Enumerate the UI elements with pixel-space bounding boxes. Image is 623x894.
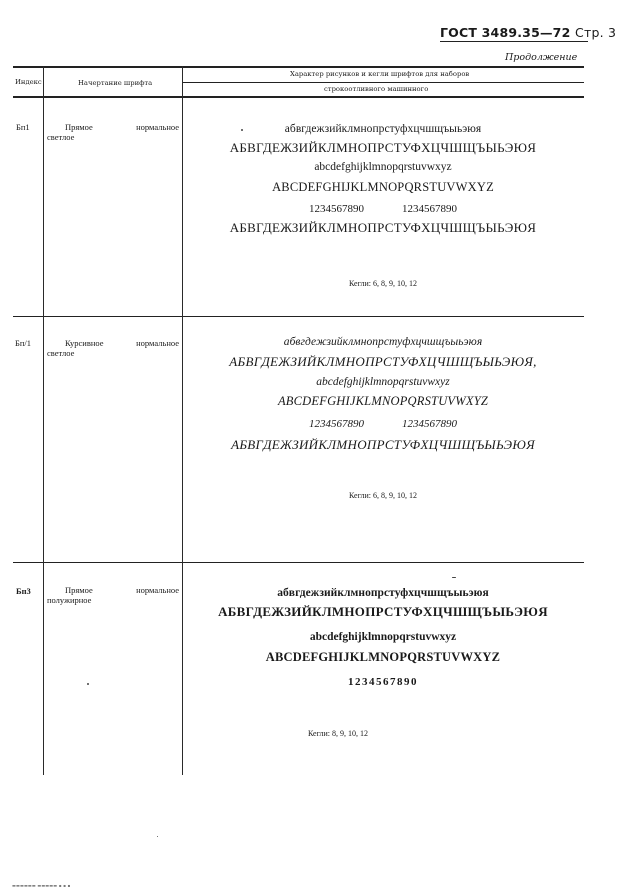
sample-cyrillic-uppercase-alt: АБВГДЕЖЗИЙКЛМНОПРСТУФХЦЧШЩЪЫЬЭЮЯ [231,437,535,452]
digits-lining: 1234567890 [348,676,418,688]
scan-speck [157,836,158,837]
sample-cyrillic-lowercase: абвгдежзийклмнопрстуфхцчшщъыьэюя [284,123,482,135]
sample-cyrillic-uppercase: АБВГДЕЖЗИЙКЛМНОПРСТУФХЦЧШЩЪЫЬЭЮЯ [229,140,537,155]
row-index: Бп1 [16,122,30,132]
row-divider-1 [13,316,584,317]
sample-latin-lowercase: abcdefghijklmnopqrstuvwxyz [309,631,457,643]
header-index: Индекс [15,78,42,86]
header-character-bottom: строкоотливного машинного [324,85,429,93]
footer-artifact: ▬▬▬▬▬▬ ▬▬▬▬▬ ▪ ▪ ▪ [12,883,71,888]
column-divider-index [43,66,44,775]
sample-cyrillic-uppercase: АБВГДЕЖЗИЙКЛМНОПРСТУФХЦЧШЩЪЫЬЭЮЯ, [229,354,537,369]
row-style-description: Курсивное нормальное светлое [47,338,179,358]
digits-lining: 1234567890 [309,418,364,430]
sample-latin-lowercase: abcdefghijklmnopqrstuvwxyz [316,376,450,388]
point-sizes: Кегли: 8, 9, 10, 12 [308,729,368,738]
sample-digits [183,418,583,430]
digits-lining: 1234567890 [309,203,364,215]
header-subdivider [182,82,584,83]
point-sizes: Кегли: 6, 8, 9, 10, 12 [349,279,417,288]
continued-label: Продолжение [505,52,578,63]
header-bottom-rule [13,96,584,98]
digits-oldstyle: 1234567890 [402,203,457,215]
page-header [440,25,617,42]
scan-speck [87,683,89,685]
header-character-top: Характер рисунков и кегли шрифтов для наборов [290,70,470,78]
table-top-rule [13,66,584,68]
row-index: Бп3 [16,586,31,596]
point-sizes: Кегли: 6, 8, 9, 10, 12 [349,491,417,500]
row-style-description: Прямое нормальное светлое [47,122,179,142]
standard-number: ГОСТ 3489.35—72 [440,25,571,40]
sample-digits [183,676,583,688]
header-typeface-style: Начертание шрифта [78,79,153,87]
scan-speck [241,129,243,131]
sample-latin-uppercase: ABCDEFGHIJKLMNOPQRSTUVWXYZ [272,180,494,194]
sample-latin-uppercase: ABCDEFGHIJKLMNOPQRSTUVWXYZ [265,650,501,664]
sample-latin-lowercase: abcdefghijklmnopqrstuvwxyz [314,161,452,173]
digits-oldstyle: 1234567890 [402,418,457,430]
row-divider-2 [13,562,584,563]
page-number: Стр. 3 [575,25,617,40]
sample-cyrillic-uppercase-alt: АБВГДЕЖЗИЙКЛМНОПРСТУФХЦЧШЩЪЫЬЭЮЯ [229,220,537,235]
row-index: Бп/1 [15,338,32,348]
sample-cyrillic-lowercase: абвгдежзийклмнопрстуфхцчшщъыьэюя [283,336,483,348]
sample-cyrillic-lowercase: абвгдежзийклмнопрстуфхцчшщъыьэюя [277,587,489,599]
sample-digits [183,203,583,215]
scan-speck [452,577,456,578]
row-style-description: Прямое нормальное полужирное [47,585,179,605]
sample-latin-uppercase: ABCDEFGHIJKLMNOPQRSTUVWXYZ [277,394,489,408]
sample-cyrillic-uppercase: АБВГДЕЖЗИЙКЛМНОПРСТУФХЦЧШЩЪЫЬЭЮЯ [218,604,548,619]
